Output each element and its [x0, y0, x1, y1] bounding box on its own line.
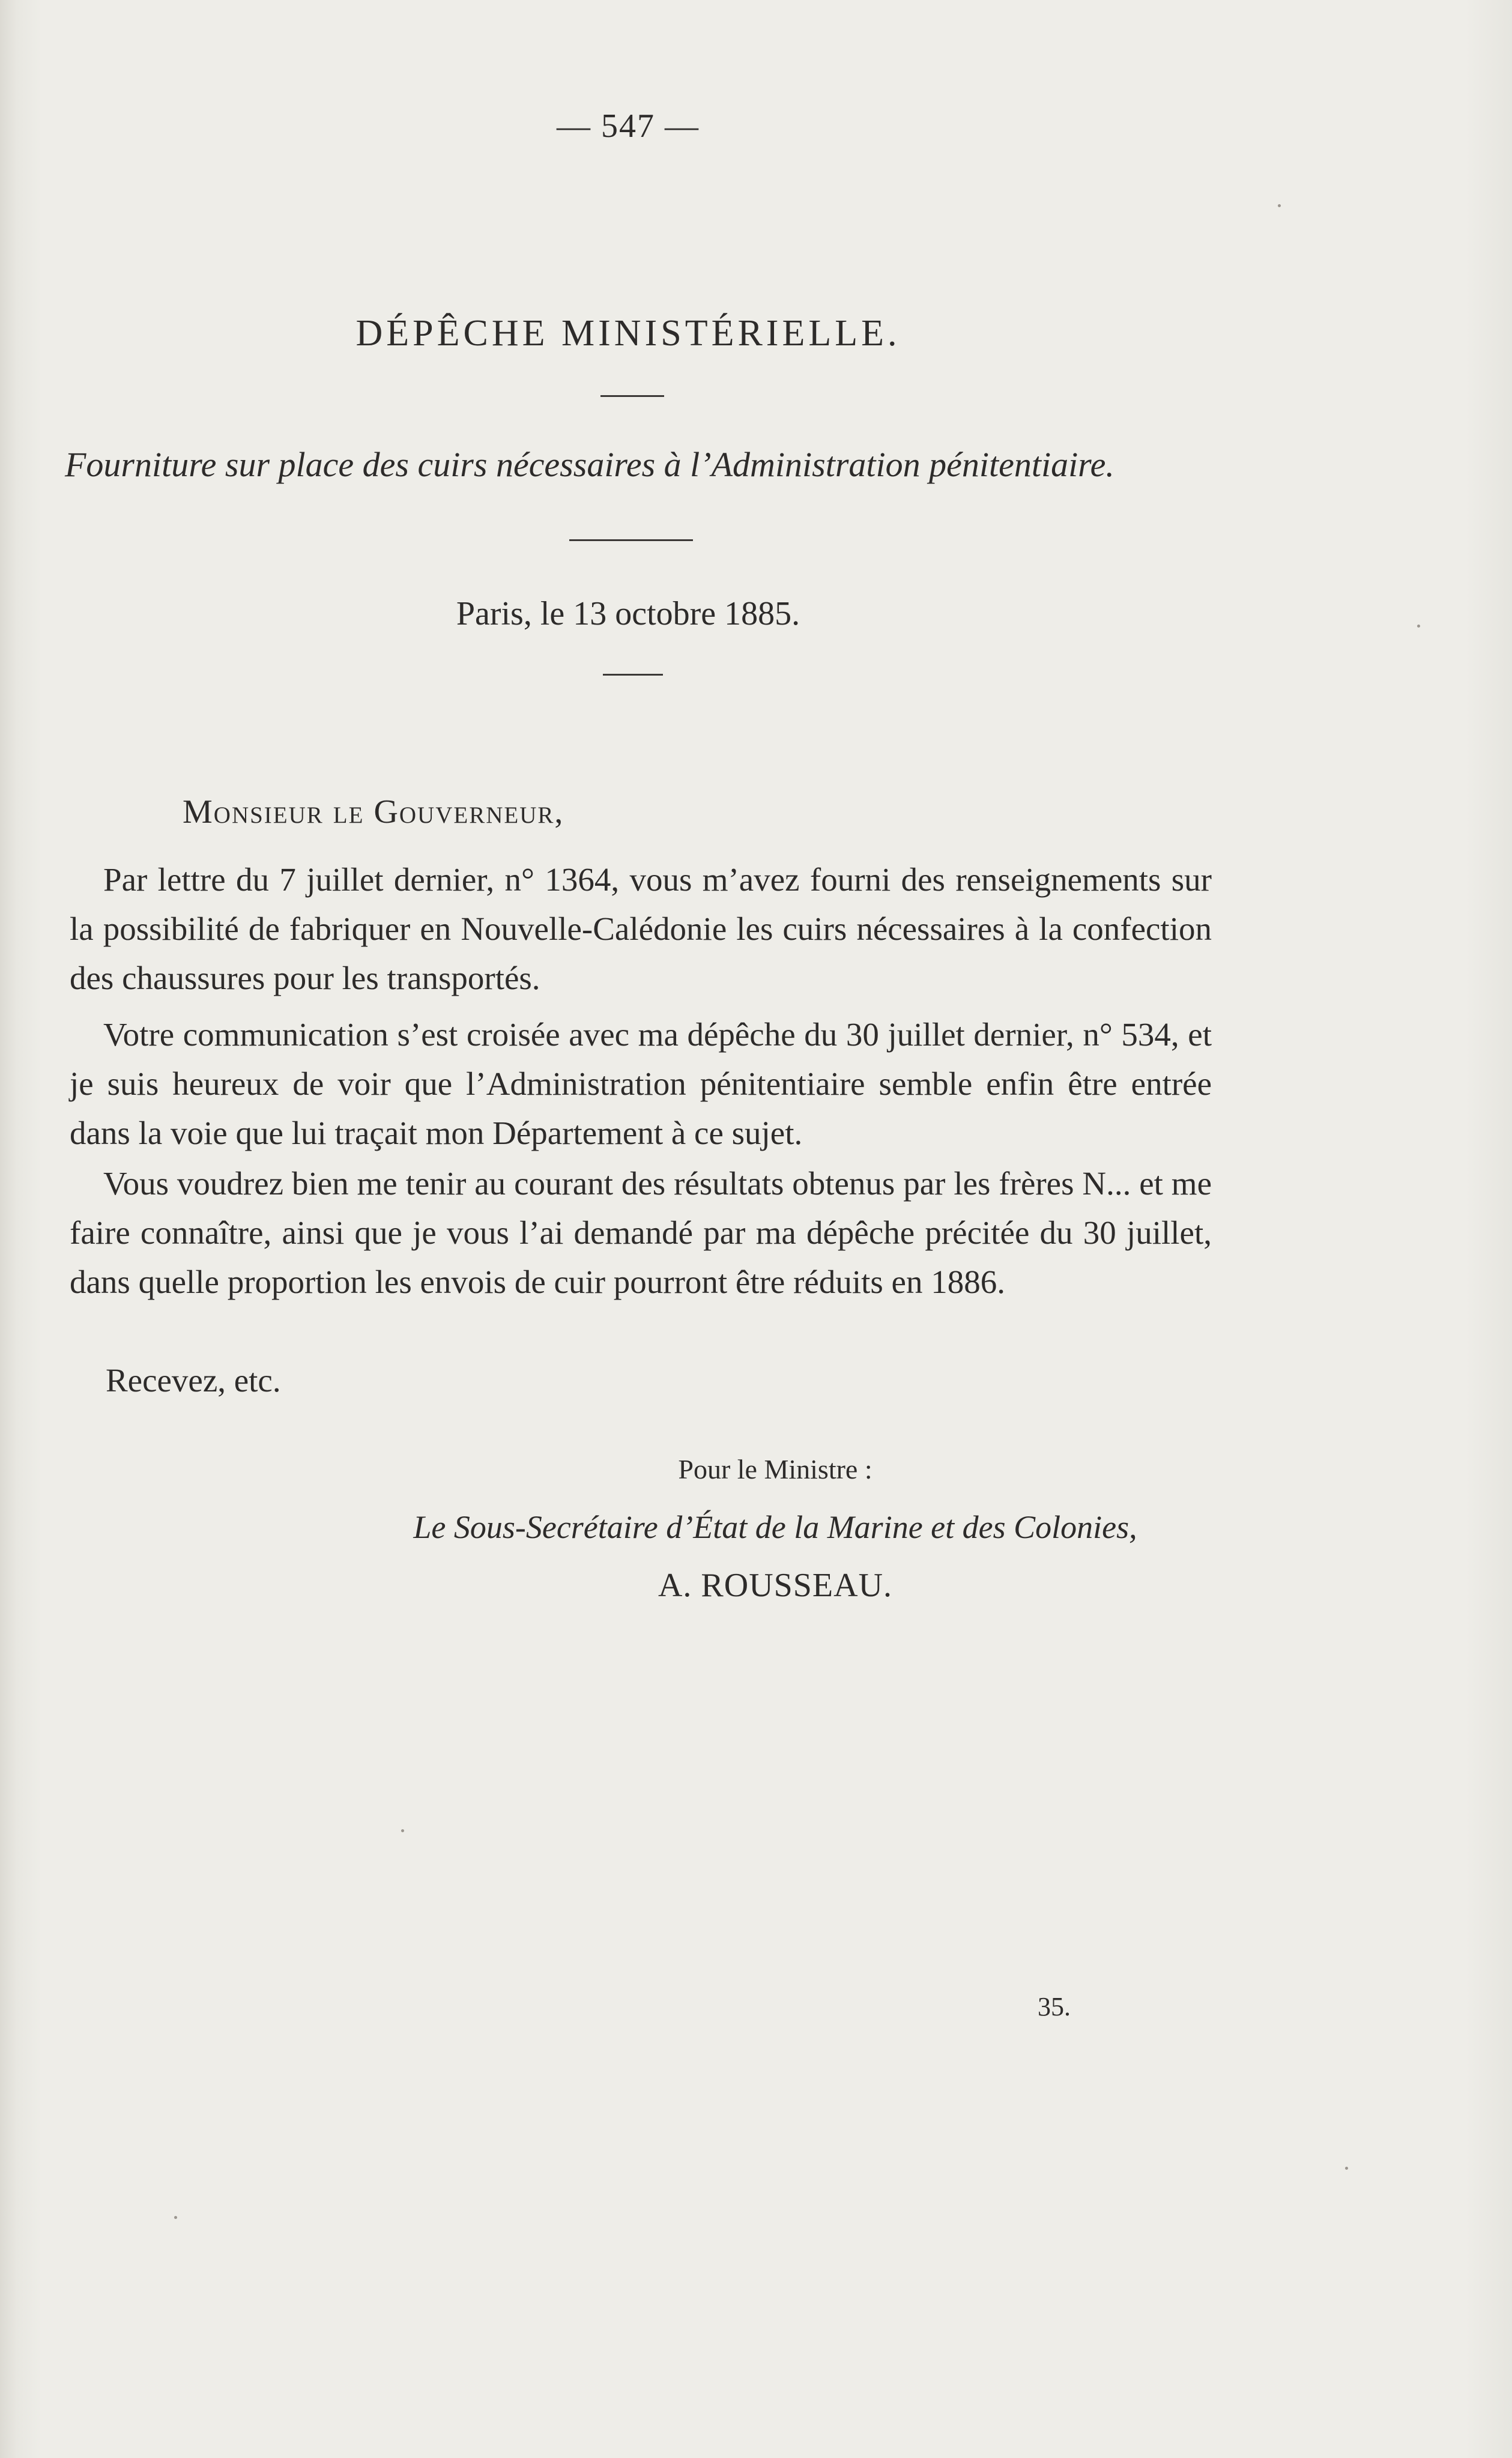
- separator-rule: [569, 539, 693, 541]
- paper-speck: [1278, 204, 1281, 207]
- paragraph: Vous voudrez bien me tenir au courant des résultats obtenus par les frères N... et me faire connaître, ainsi que je vous l’ai demandé par ma dépêche précitée du 30 juillet, dans quelle proportion les envois de cuir pourront être réduits en 1886.: [70, 1165, 1212, 1300]
- signoff-title: Le Sous-Secrétaire d’État de la Marine et des Colonies,: [413, 1509, 1137, 1545]
- document-subtitle: Fourniture sur place des cuirs nécessaires à l’Administration pénitentiaire.: [65, 445, 1114, 484]
- separator-rule: [603, 674, 663, 676]
- paragraph: Par lettre du 7 juillet dernier, n° 1364, vous m’avez fourni des renseignements sur la possibilité de fabriquer en Nouvelle-Calédonie les cuirs nécessaires à la confection des chaussures pour les transportés.: [70, 861, 1212, 996]
- paper-speck: [174, 2216, 177, 2219]
- separator-rule: [600, 395, 664, 397]
- paper-speck: [401, 1829, 404, 1832]
- page-number: — 547 —: [557, 107, 700, 145]
- paragraph: Votre communication s’est croisée avec ma dépêche du 30 juillet dernier, n° 534, et je suis heureux de voir que l’Administration pénitentiaire semble enfin être entrée dans la voie que lui traçait mon Département à ce sujet.: [70, 1016, 1212, 1151]
- salutation: Monsieur le Gouverneur,: [183, 793, 564, 831]
- document-heading: DÉPÊCHE MINISTÉRIELLE.: [355, 313, 901, 354]
- paper-speck: [1417, 625, 1420, 628]
- closing-line: Recevez, etc.: [106, 1362, 281, 1399]
- letter-date: Paris, le 13 octobre 1885.: [456, 595, 800, 632]
- signatory-name: A. ROUSSEAU.: [658, 1567, 893, 1604]
- sheet-signature-mark: 35.: [1038, 1992, 1071, 2021]
- signoff-prefix: Pour le Ministre :: [678, 1454, 872, 1485]
- paper-speck: [1345, 2167, 1348, 2170]
